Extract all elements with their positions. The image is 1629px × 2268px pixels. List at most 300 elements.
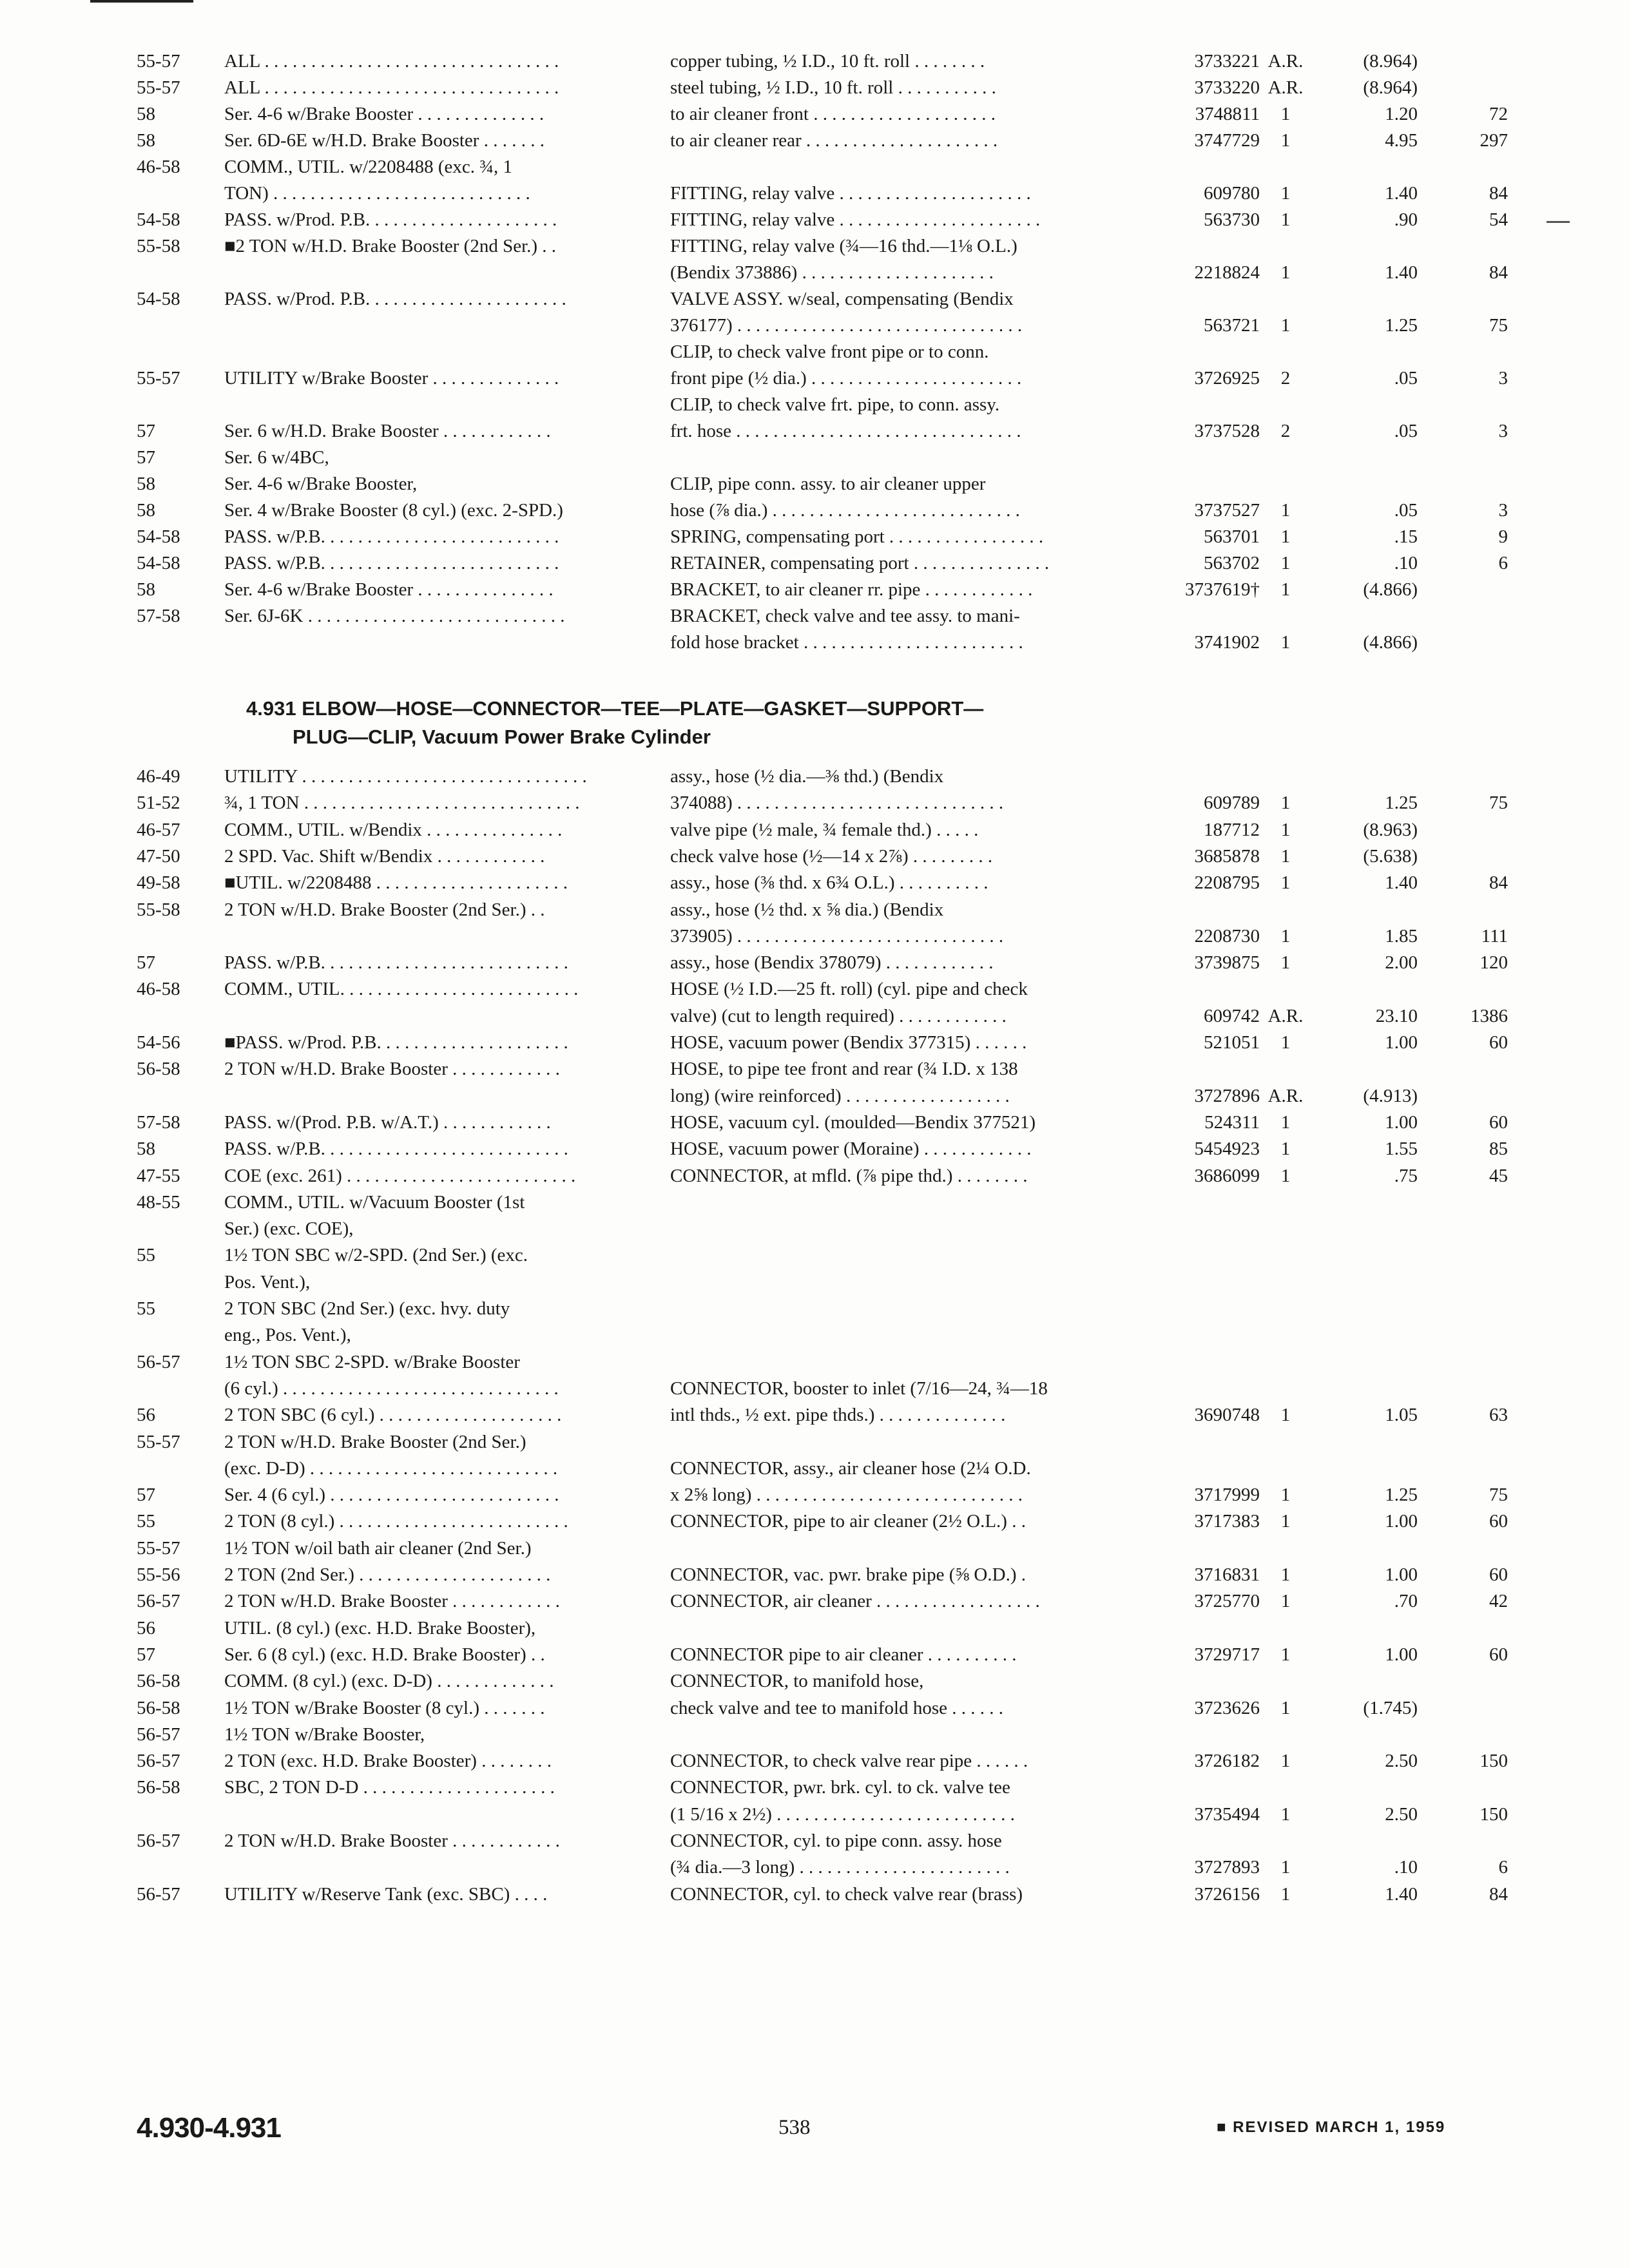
cell-desc: 376177) . . . . . . . . . . . . . . . . . . . . . . . . . . . . . . . [670,315,1023,336]
cell-app: PASS. w/P.B. . . . . . . . . . . . . . . . . . . . . . . . . . . [224,1139,568,1160]
cell-qty: 1 [1280,925,1291,947]
cell-desc: BRACKET, check valve and tee assy. to mani- [670,606,1020,626]
cell-price: 2.50 [1385,1803,1418,1825]
cell-yr: 54-58 [137,209,180,230]
cell-qty: A.R. [1268,77,1304,98]
cell-yr: 56-58 [137,1059,180,1080]
cell-part: 3733220 [1194,77,1260,98]
cell-desc: 373905) . . . . . . . . . . . . . . . . . . . . . . . . . . . . . [670,925,1004,947]
section-heading [246,695,1213,751]
cell-price: 2.50 [1385,1751,1418,1772]
cell-desc: hose (⅞ dia.) . . . . . . . . . . . . . . . . . . . . . . . . . . . [670,500,1020,521]
cell-qty: A.R. [1268,1085,1304,1106]
cell-desc: copper tubing, ½ I.D., 10 ft. roll . . . . . . . . [670,51,985,72]
cell-qty: 1 [1280,1165,1291,1186]
cell-part: 521051 [1204,1032,1260,1053]
cell-app: 2 SPD. Vac. Shift w/Bendix . . . . . . . . . . . . [224,845,545,867]
cell-app: Ser. 6 w/H.D. Brake Booster . . . . . . . . . . . . [224,421,551,441]
cell-app: eng., Pos. Vent.), [224,1325,351,1346]
cell-qty: 1 [1280,1591,1291,1612]
cell-yr: 56-58 [137,1671,180,1692]
cell-part: 563702 [1204,553,1260,573]
cell-qty: 1 [1280,1485,1291,1506]
cell-app: UTILITY . . . . . . . . . . . . . . . . . . . . . . . . . . . . . . . [224,766,587,787]
cell-qty: 2 [1280,421,1291,441]
cell-yr: 55 [137,1298,155,1319]
cell-part: 3723626 [1194,1697,1260,1718]
cell-desc: RETAINER, compensating port . . . . . . . . . . . . . . . [670,553,1050,573]
cell-desc: check valve and tee to manifold hose . . . . . . [670,1697,1004,1718]
cell-qty: 1 [1280,553,1291,573]
cell-yr: 57-58 [137,606,180,626]
cell-part: 3737619† [1185,579,1260,600]
cell-yr: 57 [137,447,155,468]
cell-yr: 55-57 [137,1431,180,1452]
cell-app: ■PASS. w/Prod. P.B. . . . . . . . . . . . . . . . . . . . . [224,1032,568,1053]
cell-desc: long) (wire reinforced) . . . . . . . . . . . . . . . . . . [670,1085,1010,1106]
cell-desc: HOSE (½ I.D.—25 ft. roll) (cyl. pipe and check [670,979,1028,1000]
cell-desc: check valve hose (½—14 x 2⅞) . . . . . . . . . [670,845,993,867]
cell-price: (4.913) [1363,1085,1418,1106]
cell-price: 1.55 [1385,1139,1418,1160]
top-rule [90,0,193,3]
cell-part: 2208795 [1194,872,1260,894]
cell-yr: 55-56 [137,1564,180,1585]
cell-unit: 60 [1489,1032,1508,1053]
cell-yr: 56-57 [137,1591,180,1612]
cell-app: Ser.) (exc. COE), [224,1218,354,1240]
cell-app: Ser. 4-6 w/Brake Booster, [224,474,418,494]
cell-app: ALL . . . . . . . . . . . . . . . . . . . . . . . . . . . . . . . . [224,77,559,98]
cell-yr: 46-49 [137,766,180,787]
cell-desc: CONNECTOR, vac. pwr. brake pipe (⅝ O.D.) . [670,1564,1026,1585]
cell-price: (1.745) [1363,1697,1418,1718]
cell-desc: valve) (cut to length required) . . . . . . . . . . . . [670,1005,1007,1026]
cell-qty: 1 [1280,104,1291,124]
cell-desc: CLIP, pipe conn. assy. to air cleaner upper [670,474,986,494]
cell-price: 4.95 [1385,130,1418,151]
cell-app: COMM., UTIL. w/Vacuum Booster (1st [224,1191,525,1213]
cell-qty: 1 [1280,500,1291,521]
cell-qty: 1 [1280,819,1291,840]
cell-desc: valve pipe (½ male, ¾ female thd.) . . . . . [670,819,979,840]
cell-qty: 1 [1280,1139,1291,1160]
cell-yr: 57 [137,1485,155,1506]
cell-desc: VALVE ASSY. w/seal, compensating (Bendix [670,289,1014,309]
cell-price: .70 [1394,1591,1418,1612]
cell-app: COE (exc. 261) . . . . . . . . . . . . . . . . . . . . . . . . . [224,1165,576,1186]
cell-qty: 1 [1280,315,1291,336]
cell-yr: 57 [137,421,155,441]
cell-unit: 60 [1489,1644,1508,1665]
cell-yr: 58 [137,130,155,151]
cell-yr: 56-58 [137,1777,180,1798]
cell-app: 1½ TON w/Brake Booster (8 cyl.) . . . . . . . [224,1697,545,1718]
cell-app: COMM., UTIL. w/2208488 (exc. ¾, 1 [224,157,513,177]
cell-app: 2 TON w/H.D. Brake Booster (2nd Ser.) [224,1431,526,1452]
cell-part: 563721 [1204,315,1260,336]
cell-price: .90 [1394,209,1418,230]
cell-part: 187712 [1204,819,1260,840]
cell-price: 1.20 [1385,104,1418,124]
cell-desc: CONNECTOR, pipe to air cleaner (2½ O.L.) . . [670,1511,1026,1532]
cell-part: 609789 [1204,793,1260,814]
cell-yr: 56 [137,1617,155,1639]
cell-app: TON) . . . . . . . . . . . . . . . . . . . . . . . . . . . . [224,183,530,204]
cell-desc: assy., hose (Bendix 378079) . . . . . . . . . . . . [670,952,994,974]
cell-part: 3725770 [1194,1591,1260,1612]
cell-yr: 57 [137,952,155,974]
cell-desc: assy., hose (½ thd. x ⅝ dia.) (Bendix [670,899,944,920]
cell-app: COMM., UTIL. w/Bendix . . . . . . . . . . . . . . . [224,819,563,840]
cell-unit: 60 [1489,1511,1508,1532]
cell-qty: 1 [1280,1111,1291,1133]
cell-app: 2 TON w/H.D. Brake Booster (2nd Ser.) . . [224,899,545,920]
cell-yr: 57-58 [137,1111,180,1133]
cell-price: 1.25 [1385,1485,1418,1506]
cell-price: 1.40 [1385,1883,1418,1905]
cell-yr: 56-57 [137,1351,180,1372]
cell-qty: 1 [1280,1883,1291,1905]
cell-qty: 1 [1280,872,1291,894]
cell-app: 2 TON SBC (2nd Ser.) (exc. hvy. duty [224,1298,510,1319]
cell-app: (6 cyl.) . . . . . . . . . . . . . . . . . . . . . . . . . . . . . . [224,1378,559,1399]
cell-part: 3690748 [1194,1405,1260,1426]
cell-yr: 51-52 [137,793,180,814]
cell-yr: 55 [137,1511,155,1532]
footer-page-number: 538 [778,2116,811,2139]
cell-desc: 374088) . . . . . . . . . . . . . . . . . . . . . . . . . . . . . [670,793,1004,814]
cell-unit: 75 [1489,793,1508,814]
cell-unit: 54 [1489,209,1508,230]
cell-unit: 150 [1480,1803,1508,1825]
cell-yr: 46-58 [137,157,180,177]
cell-qty: 1 [1280,1697,1291,1718]
cell-desc: (Bendix 373886) . . . . . . . . . . . . . . . . . . . . . [670,262,994,283]
cell-app: COMM., UTIL. . . . . . . . . . . . . . . . . . . . . . . . . . [224,979,579,1000]
cell-yr: 55-58 [137,899,180,920]
cell-desc: (¾ dia.—3 long) . . . . . . . . . . . . . . . . . . . . . . . [670,1857,1010,1878]
cell-qty: 1 [1280,1751,1291,1772]
cell-yr: 58 [137,104,155,124]
cell-unit: 84 [1489,872,1508,894]
cell-unit: 63 [1489,1405,1508,1426]
cell-yr: 55 [137,1245,155,1266]
cell-price: 2.00 [1385,952,1418,974]
cell-price: (4.866) [1363,579,1418,600]
cell-yr: 54-58 [137,526,180,547]
cell-yr: 55-58 [137,236,180,256]
cell-price: .75 [1394,1165,1418,1186]
cell-desc: assy., hose (⅜ thd. x 6¾ O.L.) . . . . . . . . . . [670,872,988,894]
cell-app: Ser. 4-6 w/Brake Booster . . . . . . . . . . . . . . [224,104,545,124]
cell-desc: HOSE, vacuum power (Moraine) . . . . . . . . . . . . [670,1139,1032,1160]
cell-part: 3717383 [1194,1511,1260,1532]
cell-app: PASS. w/Prod. P.B. . . . . . . . . . . . . . . . . . . . . . [224,289,566,309]
cell-unit: 150 [1480,1751,1508,1772]
cell-price: 1.00 [1385,1032,1418,1053]
cell-yr: 55-57 [137,1537,180,1559]
cell-desc: FITTING, relay valve . . . . . . . . . . . . . . . . . . . . . . [670,209,1041,230]
cell-yr: 54-56 [137,1032,180,1053]
cell-yr: 56-58 [137,1697,180,1718]
margin-mark [1547,221,1570,223]
cell-part: 3733221 [1194,51,1260,72]
cell-price: (4.866) [1363,632,1418,653]
cell-part: 3739875 [1194,952,1260,974]
cell-qty: 1 [1280,1644,1291,1665]
cell-price: .10 [1394,1857,1418,1878]
cell-part: 3686099 [1194,1165,1260,1186]
cell-yr: 55-57 [137,51,180,72]
cell-desc: CONNECTOR, cyl. to pipe conn. assy. hose [670,1831,1002,1851]
cell-price: 1.85 [1385,925,1418,947]
cell-app: PASS. w/Prod. P.B. . . . . . . . . . . . . . . . . . . . . [224,209,557,230]
cell-unit: 9 [1498,526,1508,547]
cell-yr: 46-57 [137,819,180,840]
cell-app: 2 TON SBC (6 cyl.) . . . . . . . . . . . . . . . . . . . . [224,1405,562,1426]
cell-yr: 55-57 [137,368,180,389]
cell-yr: 57 [137,1644,155,1665]
cell-desc: HOSE, vacuum cyl. (moulded—Bendix 377521) [670,1111,1036,1133]
cell-part: 3735494 [1194,1803,1260,1825]
cell-app: 2 TON (8 cyl.) . . . . . . . . . . . . . . . . . . . . . . . . . [224,1511,568,1532]
cell-price: .10 [1394,553,1418,573]
cell-app: 2 TON w/H.D. Brake Booster . . . . . . . . . . . . [224,1059,560,1080]
cell-app: 2 TON (exc. H.D. Brake Booster) . . . . . . . . [224,1751,552,1772]
cell-price: 1.40 [1385,262,1418,283]
cell-app: Ser. 6J-6K . . . . . . . . . . . . . . . . . . . . . . . . . . . . [224,606,565,626]
cell-price: 1.00 [1385,1111,1418,1133]
cell-qty: A.R. [1268,51,1304,72]
cell-part: 3729717 [1194,1644,1260,1665]
footer-section-range: 4.930-4.931 [137,2112,281,2144]
cell-app: 1½ TON w/Brake Booster, [224,1724,425,1745]
cell-yr: 56-57 [137,1883,180,1905]
cell-desc: CONNECTOR, booster to inlet (7/16—24, ¾—18 [670,1378,1048,1399]
cell-desc: front pipe (½ dia.) . . . . . . . . . . . . . . . . . . . . . . . [670,368,1022,389]
cell-app: 2 TON w/H.D. Brake Booster . . . . . . . . . . . . [224,1831,560,1851]
cell-desc: HOSE, to pipe tee front and rear (¾ I.D. x 138 [670,1059,1018,1080]
cell-yr: 58 [137,500,155,521]
cell-desc: CLIP, to check valve front pipe or to conn. [670,341,989,362]
cell-price: 1.40 [1385,872,1418,894]
cell-price: 1.00 [1385,1644,1418,1665]
cell-qty: 1 [1280,262,1291,283]
cell-part: 2218824 [1194,262,1260,283]
cell-yr: 47-55 [137,1165,180,1186]
cell-unit: 297 [1480,130,1508,151]
cell-unit: 75 [1489,315,1508,336]
cell-price: 23.10 [1375,1005,1418,1026]
cell-yr: 48-55 [137,1191,180,1213]
cell-desc: SPRING, compensating port . . . . . . . . . . . . . . . . . [670,526,1044,547]
cell-app: Ser. 6D-6E w/H.D. Brake Booster . . . . . . . [224,130,545,151]
cell-app: PASS. w/P.B. . . . . . . . . . . . . . . . . . . . . . . . . . [224,553,559,573]
cell-app: 1½ TON SBC w/2-SPD. (2nd Ser.) (exc. [224,1245,528,1266]
cell-part: 3716831 [1194,1564,1260,1585]
cell-desc: CONNECTOR, at mfld. (⅞ pipe thd.) . . . . . . . . [670,1165,1028,1186]
section-heading-line1: 4.931 ELBOW—HOSE—CONNECTOR—TEE—PLATE—GASKET—SUPPORT— [246,697,984,720]
cell-part: 563701 [1204,526,1260,547]
cell-qty: 1 [1280,526,1291,547]
cell-price: 1.40 [1385,183,1418,204]
cell-app: UTILITY w/Reserve Tank (exc. SBC) . . . . [224,1883,548,1905]
cell-app: UTILITY w/Brake Booster . . . . . . . . . . . . . . [224,368,559,389]
cell-unit: 6 [1498,553,1508,573]
cell-part: 3726182 [1194,1751,1260,1772]
cell-part: 3727896 [1194,1085,1260,1106]
cell-price: .05 [1394,500,1418,521]
cell-qty: 1 [1280,1803,1291,1825]
cell-price: 1.25 [1385,315,1418,336]
cell-qty: 1 [1280,1857,1291,1878]
cell-part: 3685878 [1194,845,1260,867]
cell-desc: CONNECTOR, to manifold hose, [670,1671,924,1692]
cell-unit: 84 [1489,183,1508,204]
cell-yr: 56 [137,1405,155,1426]
cell-app: (exc. D-D) . . . . . . . . . . . . . . . . . . . . . . . . . . . [224,1457,558,1479]
cell-part: 3737528 [1194,421,1260,441]
cell-unit: 111 [1481,925,1508,947]
cell-qty: 1 [1280,183,1291,204]
cell-unit: 85 [1489,1139,1508,1160]
cell-unit: 84 [1489,1883,1508,1905]
cell-qty: 1 [1280,845,1291,867]
cell-yr: 54-58 [137,553,180,573]
cell-price: (8.964) [1363,77,1418,98]
cell-desc: CONNECTOR, assy., air cleaner hose (2¼ O.D. [670,1457,1031,1479]
cell-part: 3726156 [1194,1883,1260,1905]
cell-part: 563730 [1204,209,1260,230]
cell-price: .15 [1394,526,1418,547]
cell-part: 2208730 [1194,925,1260,947]
cell-yr: 58 [137,1139,155,1160]
cell-part: 3747729 [1194,130,1260,151]
cell-app: ■UTIL. w/2208488 . . . . . . . . . . . . . . . . . . . . . [224,872,568,894]
cell-desc: CONNECTOR, to check valve rear pipe . . . . . . [670,1751,1028,1772]
cell-qty: 1 [1280,130,1291,151]
cell-price: (8.963) [1363,819,1418,840]
cell-price: (8.964) [1363,51,1418,72]
cell-desc: CONNECTOR, pwr. brk. cyl. to ck. valve tee [670,1777,1010,1798]
cell-desc: frt. hose . . . . . . . . . . . . . . . . . . . . . . . . . . . . . . . [670,421,1021,441]
cell-part: 524311 [1204,1111,1260,1133]
cell-yr: 58 [137,579,155,600]
footer-revised-note: ■ REVISED MARCH 1, 1959 [1217,2119,1446,2136]
cell-desc: CONNECTOR, cyl. to check valve rear (brass) [670,1883,1023,1905]
cell-qty: 1 [1280,1405,1291,1426]
cell-qty: 2 [1280,368,1291,389]
cell-app: ¾, 1 TON . . . . . . . . . . . . . . . . . . . . . . . . . . . . . . [224,793,580,814]
cell-unit: 3 [1498,368,1508,389]
cell-desc: to air cleaner front . . . . . . . . . . . . . . . . . . . . [670,104,996,124]
cell-desc: assy., hose (½ dia.—⅜ thd.) (Bendix [670,766,944,787]
section-heading-line2: PLUG—CLIP, Vacuum Power Brake Cylinder [293,726,711,748]
cell-unit: 60 [1489,1564,1508,1585]
cell-desc: fold hose bracket . . . . . . . . . . . . . . . . . . . . . . . . [670,632,1023,653]
cell-part: 3748811 [1195,104,1260,124]
cell-app: PASS. w/P.B. . . . . . . . . . . . . . . . . . . . . . . . . . . [224,952,568,974]
cell-app: Ser. 4-6 w/Brake Booster . . . . . . . . . . . . . . . [224,579,554,600]
cell-unit: 120 [1480,952,1508,974]
cell-unit: 75 [1489,1485,1508,1506]
cell-desc: CLIP, to check valve frt. pipe, to conn. assy. [670,394,1000,415]
cell-app: PASS. w/(Prod. P.B. w/A.T.) . . . . . . . . . . . . [224,1111,551,1133]
cell-yr: 55-57 [137,77,180,98]
cell-desc: steel tubing, ½ I.D., 10 ft. roll . . . . . . . . . . . [670,77,996,98]
cell-unit: 45 [1489,1165,1508,1186]
cell-app: 1½ TON w/oil bath air cleaner (2nd Ser.) [224,1537,532,1559]
cell-price: 1.00 [1385,1564,1418,1585]
cell-desc: intl thds., ½ ext. pipe thds.) . . . . . . . . . . . . . . [670,1405,1006,1426]
cell-desc: (1 5/16 x 2½) . . . . . . . . . . . . . . . . . . . . . . . . . . [670,1803,1015,1825]
cell-unit: 72 [1489,104,1508,124]
cell-app: 1½ TON SBC 2-SPD. w/Brake Booster [224,1351,520,1372]
cell-unit: 6 [1498,1857,1508,1878]
cell-unit: 60 [1489,1111,1508,1133]
cell-app: Ser. 4 (6 cyl.) . . . . . . . . . . . . . . . . . . . . . . . . . [224,1485,559,1506]
cell-part: 609780 [1204,183,1260,204]
cell-qty: 1 [1280,1564,1291,1585]
cell-yr: 47-50 [137,845,180,867]
cell-desc: CONNECTOR pipe to air cleaner . . . . . . . . . . [670,1644,1017,1665]
cell-desc: CONNECTOR, air cleaner . . . . . . . . . . . . . . . . . . [670,1591,1040,1612]
cell-app: Ser. 6 (8 cyl.) (exc. H.D. Brake Booster) . . [224,1644,545,1665]
cell-yr: 58 [137,474,155,494]
cell-part: 3717999 [1194,1485,1260,1506]
cell-price: 1.25 [1385,793,1418,814]
cell-app: Ser. 6 w/4BC, [224,447,329,468]
cell-unit: 3 [1498,421,1508,441]
cell-yr: 56-57 [137,1751,180,1772]
cell-app: Ser. 4 w/Brake Booster (8 cyl.) (exc. 2-SPD.) [224,500,563,521]
cell-qty: 1 [1280,209,1291,230]
cell-price: 1.00 [1385,1511,1418,1532]
cell-desc: HOSE, vacuum power (Bendix 377315) . . . . . . [670,1032,1027,1053]
cell-yr: 54-58 [137,289,180,309]
cell-desc: FITTING, relay valve . . . . . . . . . . . . . . . . . . . . . [670,183,1031,204]
cell-app: COMM. (8 cyl.) (exc. D-D) . . . . . . . . . . . . . [224,1671,554,1692]
cell-part: 3727893 [1194,1857,1260,1878]
cell-app: Pos. Vent.), [224,1271,311,1293]
cell-app: SBC, 2 TON D-D . . . . . . . . . . . . . . . . . . . . . [224,1777,555,1798]
cell-qty: 1 [1280,632,1291,653]
cell-yr: 46-58 [137,979,180,1000]
cell-yr: 56-57 [137,1831,180,1851]
cell-part: 609742 [1204,1005,1260,1026]
cell-app: 2 TON (2nd Ser.) . . . . . . . . . . . . . . . . . . . . . [224,1564,551,1585]
cell-qty: 1 [1280,1511,1291,1532]
cell-qty: 1 [1280,952,1291,974]
cell-part: 3741902 [1194,632,1260,653]
cell-desc: x 2⅝ long) . . . . . . . . . . . . . . . . . . . . . . . . . . . . . [670,1485,1023,1506]
cell-price: 1.05 [1385,1405,1418,1426]
cell-qty: A.R. [1268,1005,1304,1026]
cell-qty: 1 [1280,1032,1291,1053]
cell-qty: 1 [1280,793,1291,814]
cell-app: UTIL. (8 cyl.) (exc. H.D. Brake Booster), [224,1617,536,1639]
cell-price: .05 [1394,421,1418,441]
cell-qty: 1 [1280,579,1291,600]
cell-desc: to air cleaner rear . . . . . . . . . . . . . . . . . . . . . [670,130,998,151]
cell-app: 2 TON w/H.D. Brake Booster . . . . . . . . . . . . [224,1591,560,1612]
cell-desc: BRACKET, to air cleaner rr. pipe . . . . . . . . . . . . [670,579,1033,600]
cell-unit: 1386 [1470,1005,1508,1026]
cell-unit: 3 [1498,500,1508,521]
cell-part: 5454923 [1194,1139,1260,1160]
cell-unit: 42 [1489,1591,1508,1612]
